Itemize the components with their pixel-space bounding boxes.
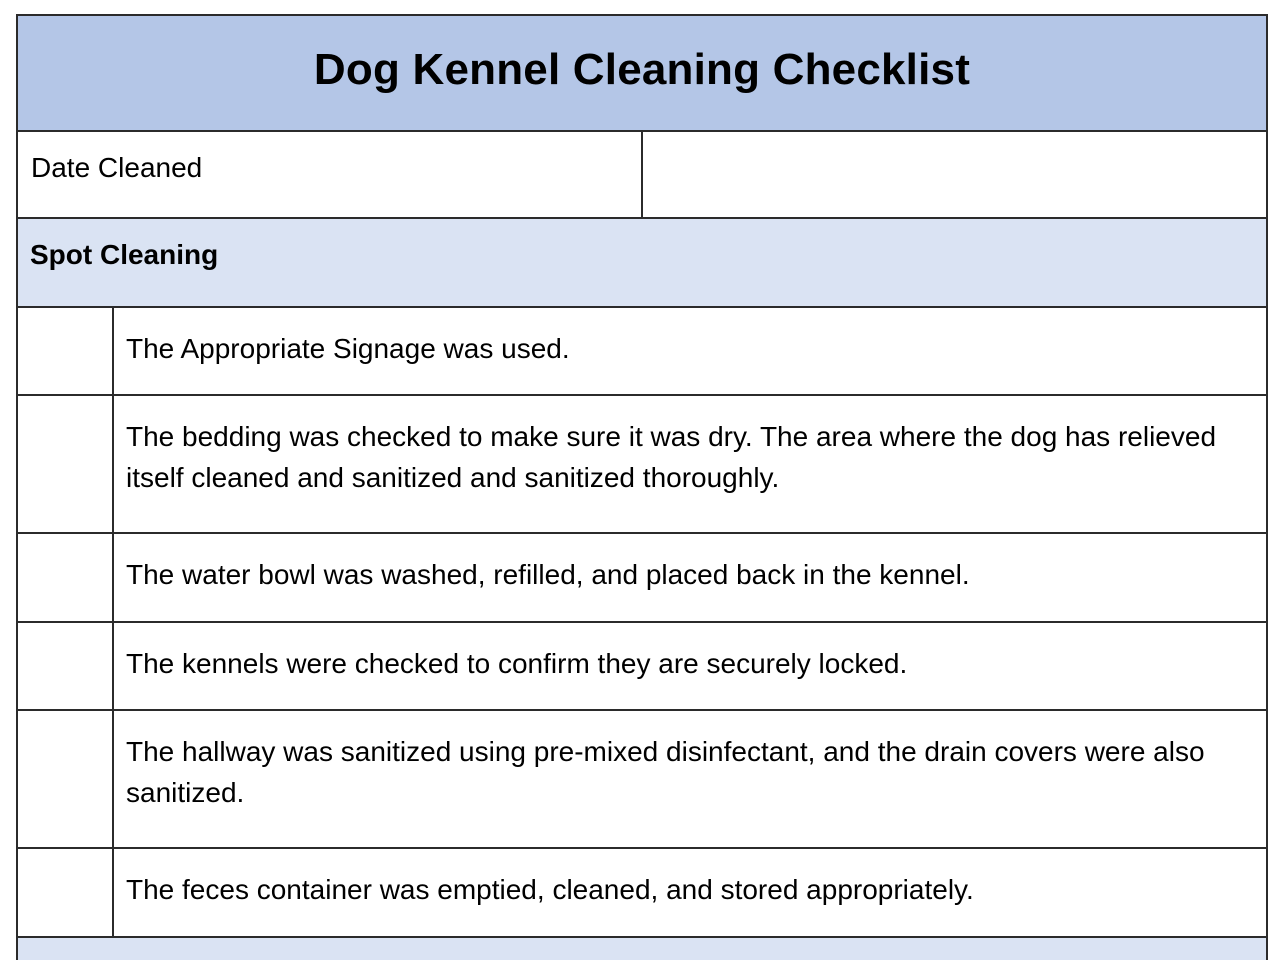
date-cleaned-field[interactable]: [643, 132, 1266, 217]
checkbox-cell[interactable]: [18, 308, 114, 394]
checklist-table: [16, 14, 1268, 960]
checklist-item: [18, 711, 1266, 849]
checkbox-cell[interactable]: [18, 396, 114, 532]
title-row: [18, 16, 1266, 132]
checkbox-cell[interactable]: [18, 534, 114, 621]
checklist-item: [18, 396, 1266, 534]
checklist-item-text: The bedding was checked to make sure it was dry. The area where the dog has relieved itself cleaned and sanitized and sanitized thoroughly.: [126, 421, 1217, 493]
checkbox-cell[interactable]: [18, 623, 114, 709]
checkbox-cell[interactable]: [18, 849, 114, 936]
checklist-item-text: The feces container was emptied, cleaned, and stored appropriately.: [126, 874, 974, 905]
date-row: [18, 132, 1266, 219]
checklist-item-text: The Appropriate Signage was used.: [126, 333, 570, 364]
checklist-item: [18, 534, 1266, 623]
checklist-title: Dog Kennel Cleaning Checklist: [313, 45, 971, 94]
date-cleaned-label: Date Cleaned: [18, 132, 643, 217]
checkbox-cell[interactable]: [18, 711, 114, 847]
checklist-item: [18, 308, 1266, 396]
next-section-heading: [18, 938, 1266, 960]
checklist-item: [18, 849, 1266, 938]
section-heading-spot-cleaning: Spot Cleaning: [18, 219, 1266, 308]
checklist-item: [18, 623, 1266, 711]
checklist-item-text: The hallway was sanitized using pre-mixed disinfectant, and the drain covers were also sanitized.: [126, 736, 1205, 808]
checklist-item-text: The water bowl was washed, refilled, and placed back in the kennel.: [126, 559, 970, 590]
checklist-item-text: The kennels were checked to confirm they are securely locked.: [126, 648, 908, 679]
